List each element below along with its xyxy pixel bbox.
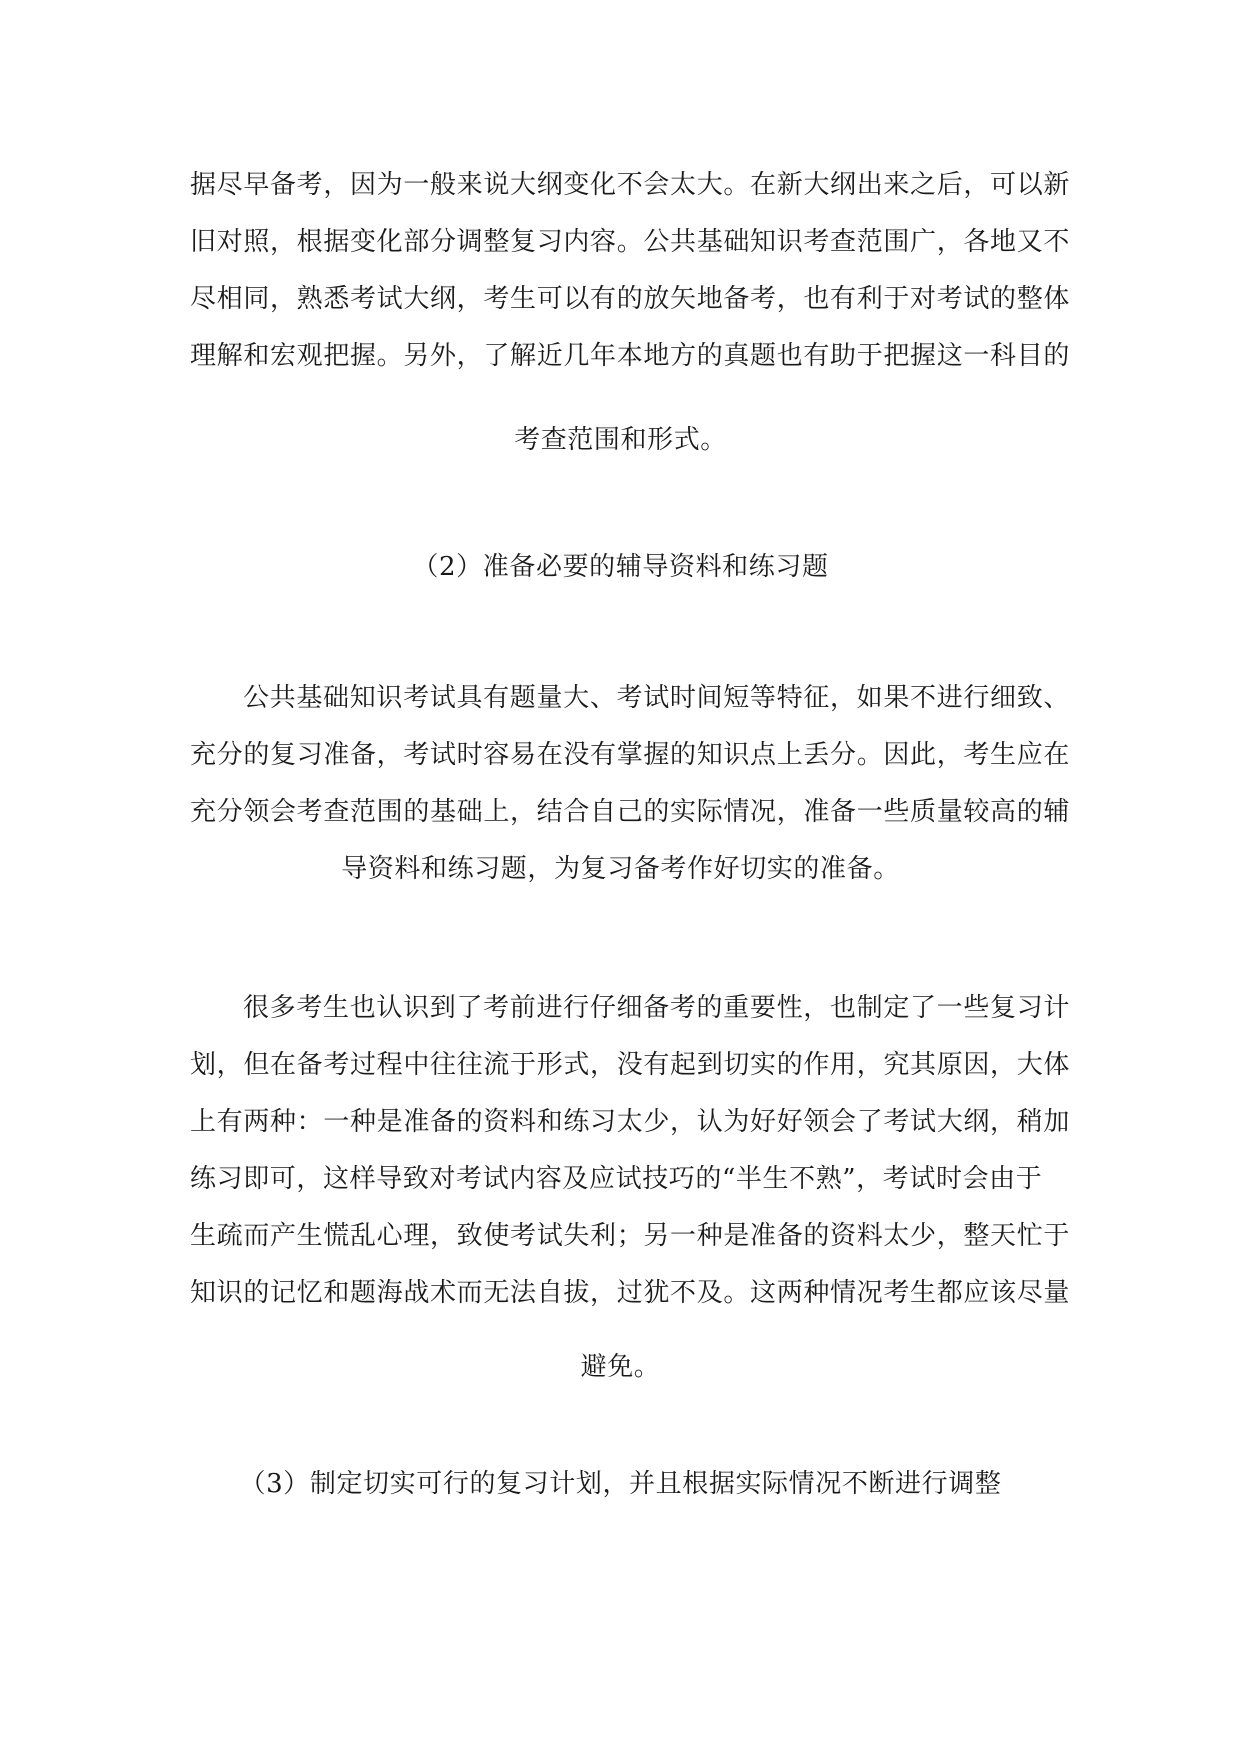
paragraph-3-line-3: 上有两种：一种是准备的资料和练习太少，认为好好领会了考试大纲，稍加 xyxy=(190,1107,1070,1137)
paragraph-3-line-4: 练习即可，这样导致对考试内容及应试技巧的“半生不熟”，考试时会由于 xyxy=(190,1164,1043,1194)
paragraph-3-line-5: 生疏而产生慌乱心理，致使考试失利；另一种是准备的资料太少，整天忙于 xyxy=(190,1221,1070,1251)
paragraph-3-line-2: 划，但在备考过程中往往流于形式，没有起到切实的作用，究其原因，大体 xyxy=(190,1050,1070,1080)
paragraph-2-line-1: 公共基础知识考试具有题量大、考试时间短等特征，如果不进行细致、 xyxy=(243,683,1070,713)
paragraph-1-line-4: 理解和宏观把握。另外，了解近几年本地方的真题也有助于把握这一科目的 xyxy=(190,341,1070,371)
paragraph-1-line-5: 考查范围和形式。 xyxy=(514,425,727,455)
paragraph-1-line-2: 旧对照，根据变化部分调整复习内容。公共基础知识考查范围广，各地又不 xyxy=(190,227,1070,257)
paragraph-3-line-6: 知识的记忆和题海战术而无法自拔，过犹不及。这两种情况考生都应该尽量 xyxy=(190,1278,1070,1308)
section-heading-2: （2）准备必要的辅导资料和练习题 xyxy=(412,552,829,582)
paragraph-1-line-1: 据尽早备考，因为一般来说大纲变化不会太大。在新大纲出来之后，可以新 xyxy=(190,170,1070,200)
paragraph-3-line-1: 很多考生也认识到了考前进行仔细备考的重要性，也制定了一些复习计 xyxy=(243,993,1070,1023)
section-heading-3: （3）制定切实可行的复习计划，并且根据实际情况不断进行调整 xyxy=(239,1469,1002,1499)
paragraph-2-line-3: 充分领会考查范围的基础上，结合自己的实际情况，准备一些质量较高的辅 xyxy=(190,797,1070,827)
paragraph-2-line-4: 导资料和练习题，为复习备考作好切实的准备。 xyxy=(341,854,900,884)
paragraph-3-line-7: 避免。 xyxy=(580,1352,661,1382)
paragraph-2-line-2: 充分的复习准备，考试时容易在没有掌握的知识点上丢分。因此，考生应在 xyxy=(190,740,1070,770)
paragraph-1-line-3: 尽相同，熟悉考试大纲，考生可以有的放矢地备考，也有利于对考试的整体 xyxy=(190,284,1070,314)
